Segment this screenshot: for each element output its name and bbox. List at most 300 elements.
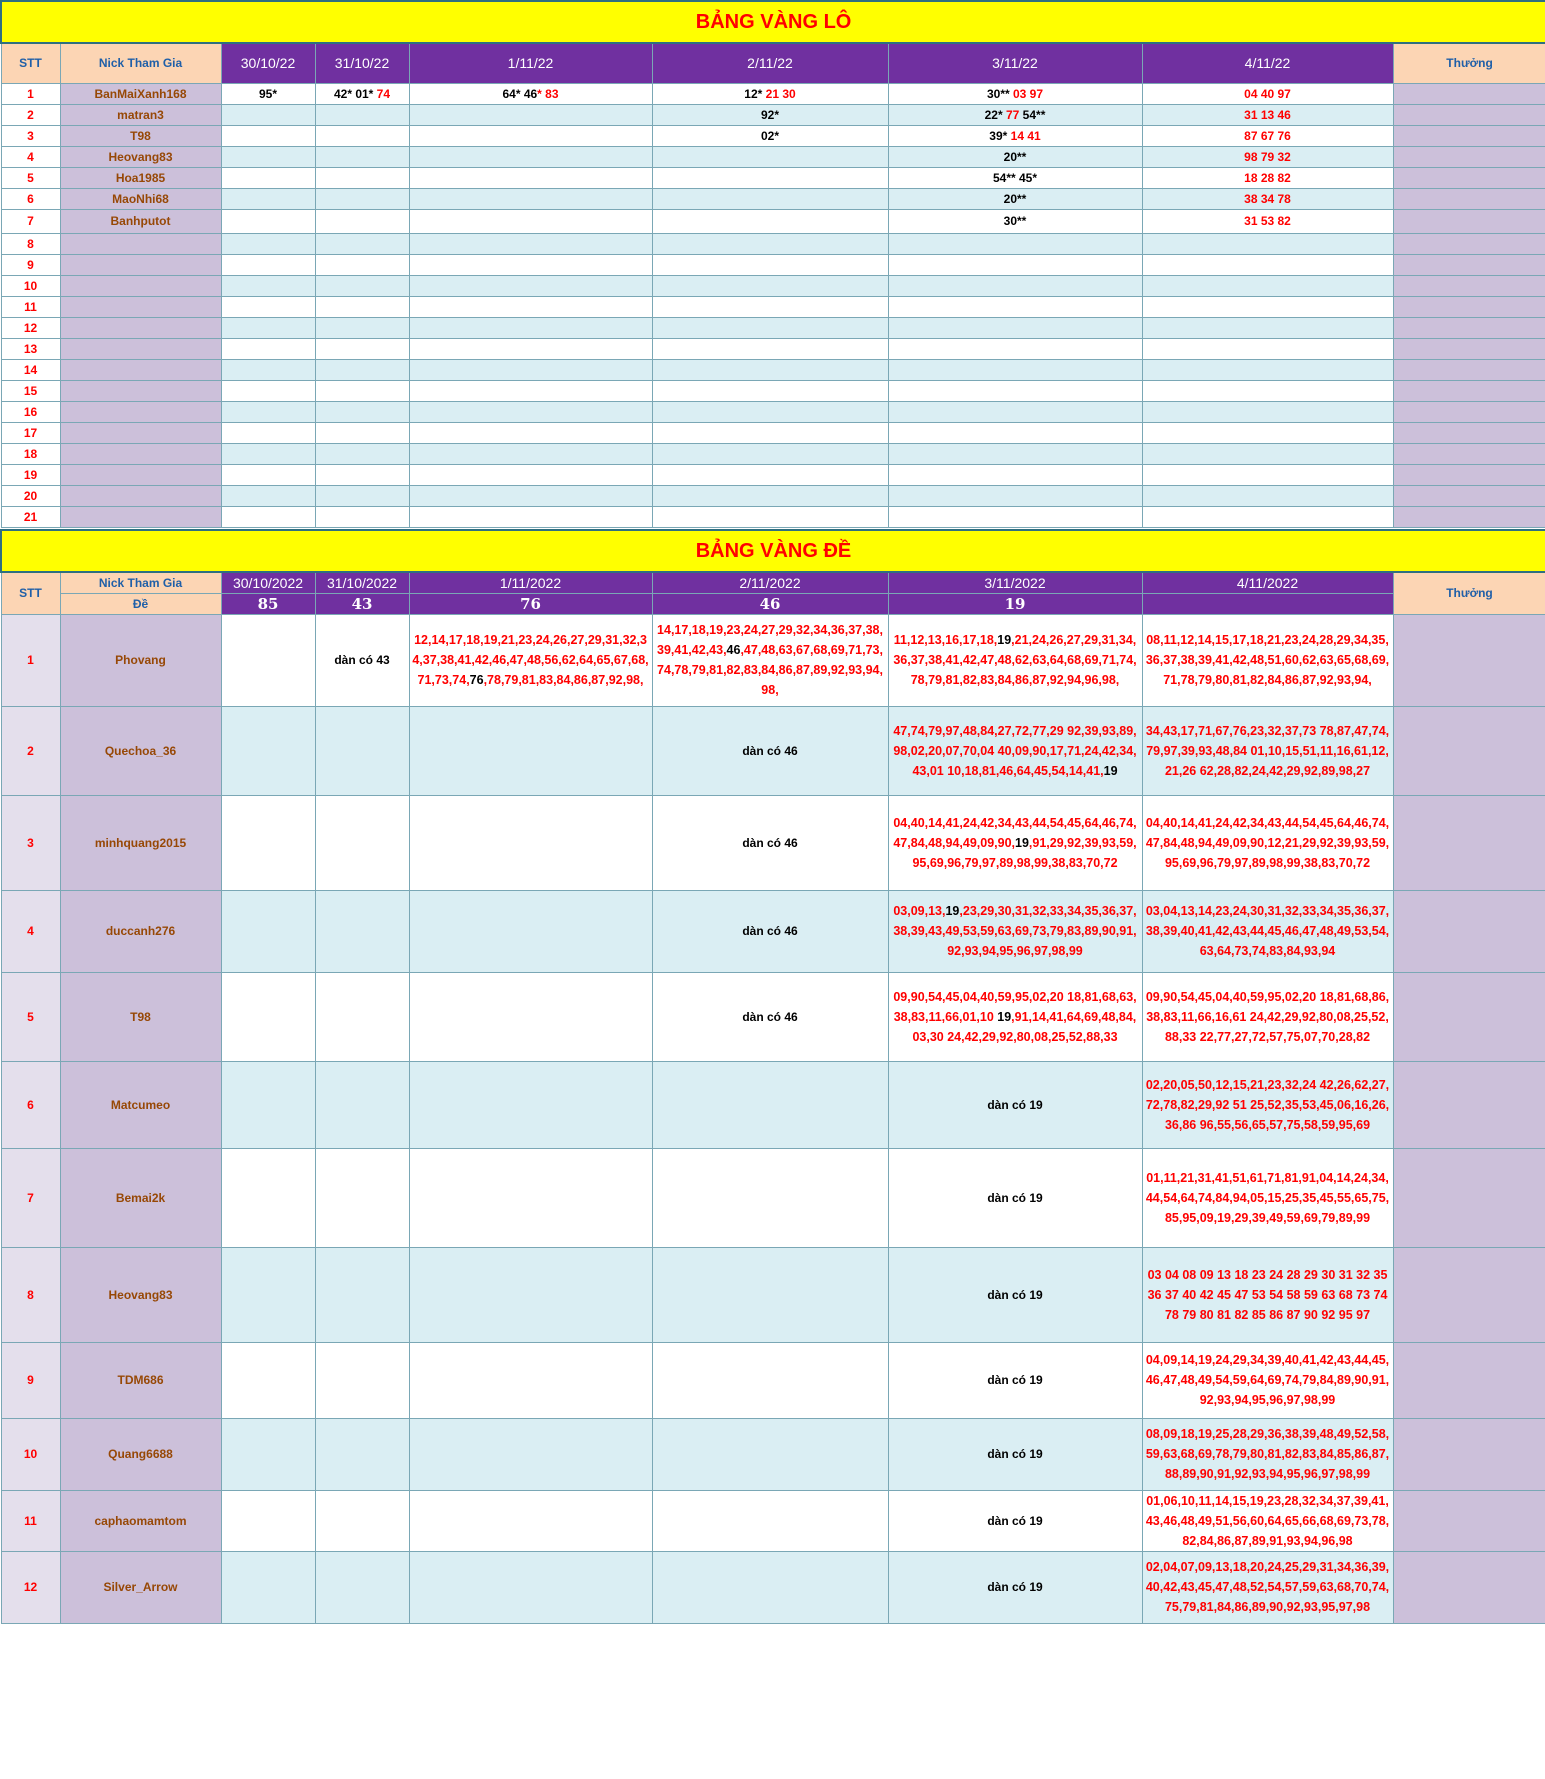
row-number: 16	[1, 401, 60, 422]
entry-cell	[652, 83, 888, 104]
table-row	[1, 1148, 1545, 1247]
entry-cell	[1142, 317, 1393, 338]
entry-cell	[221, 1551, 315, 1623]
entry-cell	[409, 485, 652, 506]
entry-cell	[409, 275, 652, 296]
entry-cell	[315, 1061, 409, 1148]
entry-cell	[409, 972, 652, 1061]
entry-cell	[888, 1148, 1142, 1247]
entry-cell	[409, 1490, 652, 1551]
entry-cell	[221, 254, 315, 275]
entry-cell	[888, 506, 1142, 527]
entry-cell	[652, 125, 888, 146]
result-number: 19	[888, 593, 1142, 614]
entry-cell	[221, 1418, 315, 1490]
reward-cell	[1393, 317, 1545, 338]
table-row	[1, 209, 1545, 233]
entry-cell	[1142, 1342, 1393, 1418]
date-header: 2/11/2022	[652, 572, 888, 594]
entry-cell	[221, 338, 315, 359]
entry-cell	[221, 1342, 315, 1418]
entry-cell	[888, 209, 1142, 233]
row-number: 21	[1, 506, 60, 527]
cell-text: 31 53 82	[1244, 214, 1291, 228]
row-number: 9	[1, 254, 60, 275]
reward-cell	[1393, 1247, 1545, 1342]
entry-cell	[409, 380, 652, 401]
entry-cell	[315, 614, 409, 706]
cell-text: ,21,24,26,27,29,31,34,36,37,38,41,42,47,48,62,63,64,68,69,71,74,78,79,81,82,83,84,86,87,92,94,96,98,	[893, 633, 1137, 687]
reward-cell	[1393, 1148, 1545, 1247]
cell-text: dàn có 46	[742, 1009, 798, 1024]
cell-text: 14,17,18,19,23,24,27,29,32,34,36,37,38,39,41,42,43,	[657, 623, 883, 657]
entry-cell	[1142, 972, 1393, 1061]
cell-text: dàn có 19	[987, 1580, 1043, 1594]
entry-cell	[221, 506, 315, 527]
table-row	[1, 125, 1545, 146]
entry-cell	[652, 795, 888, 890]
entry-cell	[888, 296, 1142, 317]
entry-cell	[315, 104, 409, 125]
cell-text: 04 40 97	[1244, 86, 1291, 101]
entry-cell	[315, 443, 409, 464]
reward-cell	[1393, 795, 1545, 890]
date-header: 31/10/22	[315, 43, 409, 83]
date-header: 3/11/22	[888, 43, 1142, 83]
entry-cell	[888, 795, 1142, 890]
cell-text: 02,04,07,09,13,18,20,24,25,29,31,34,36,39,40,42,43,45,47,48,52,54,57,59,63,68,70,74,75,79,81,84,86,89,90,92,93,95,97,98	[1145, 1560, 1390, 1614]
reward-cell	[1393, 275, 1545, 296]
entry-cell	[1142, 380, 1393, 401]
entry-cell	[221, 422, 315, 443]
row-number: 14	[1, 359, 60, 380]
reward-cell	[1393, 296, 1545, 317]
row-number: 9	[1, 1342, 60, 1418]
entry-cell	[221, 317, 315, 338]
entry-cell	[1142, 209, 1393, 233]
nick-name: TDM686	[60, 1342, 221, 1418]
cell-text: 95*	[258, 86, 278, 101]
date-header: 30/10/22	[221, 43, 315, 83]
reward-cell	[1393, 188, 1545, 209]
table-row	[1, 614, 1545, 706]
entry-cell	[315, 146, 409, 167]
entry-cell	[652, 254, 888, 275]
nick-name	[60, 296, 221, 317]
entry-cell	[652, 1551, 888, 1623]
lo-title: BẢNG VÀNG LÔ	[1, 1, 1545, 43]
cell-text: 12,14,17,18,19,21,23,24,26,27,29,31,32,34,37,38,41,42,46,47,48,56,62,64,65,67,68,71,73,74,	[412, 633, 649, 687]
cell-text: 98 79 32	[1244, 149, 1291, 164]
entry-cell	[1142, 104, 1393, 125]
entry-cell	[315, 275, 409, 296]
entry-cell	[888, 275, 1142, 296]
entry-cell	[888, 125, 1142, 146]
cell-text: 11,12,13,16,17,18,	[893, 633, 998, 647]
cell-text: ,91,14,41,64,69,48,84,03,30 24,42,29,92,80,08,25,52,88,33	[912, 1009, 1137, 1044]
table-row	[1, 1418, 1545, 1490]
entry-cell	[315, 338, 409, 359]
cell-text: 08,11,12,14,15,17,18,21,23,24,28,29,34,35,36,37,38,39,41,42,48,51,60,62,63,65,68,69,71,78,79,80,81,82,84,86,87,92,93,94,	[1145, 633, 1390, 687]
entry-cell	[1142, 233, 1393, 254]
result-number: 85	[221, 593, 315, 614]
entry-cell	[221, 464, 315, 485]
cell-text: dàn có 43	[334, 653, 390, 667]
reward-cell	[1393, 254, 1545, 275]
cell-text: 22*	[984, 107, 1006, 122]
table-row	[1, 485, 1545, 506]
entry-cell	[888, 972, 1142, 1061]
cell-text: 18 28 82	[1244, 170, 1291, 185]
row-number: 10	[1, 1418, 60, 1490]
entry-cell	[888, 1061, 1142, 1148]
reward-cell	[1393, 1418, 1545, 1490]
nick-name: Quang6688	[60, 1418, 221, 1490]
entry-cell	[888, 359, 1142, 380]
entry-cell	[315, 296, 409, 317]
reward-cell	[1393, 104, 1545, 125]
entry-cell	[652, 146, 888, 167]
reward-cell	[1393, 167, 1545, 188]
cell-text: 77	[1005, 107, 1023, 122]
row-number: 20	[1, 485, 60, 506]
cell-text: 38 34 78	[1244, 191, 1291, 206]
entry-cell	[652, 422, 888, 443]
cell-text: 08,09,18,19,25,28,29,36,38,39,48,49,52,58,59,63,68,69,78,79,80,81,82,83,84,85,86,87,88,89,90,91,92,93,94,95,96,97,98,99	[1145, 1427, 1390, 1481]
cell-text: 01,11,21,31,41,51,61,71,81,91,04,14,24,34,44,54,64,74,84,94,05,15,25,35,45,55,65,75,85,95,09,19,29,39,49,59,69,79,89,99	[1145, 1170, 1390, 1225]
entry-cell	[409, 167, 652, 188]
entry-cell	[315, 1247, 409, 1342]
entry-cell	[409, 104, 652, 125]
entry-cell	[221, 167, 315, 188]
entry-cell	[652, 104, 888, 125]
entry-cell	[409, 209, 652, 233]
entry-cell	[409, 506, 652, 527]
nick-name: Heovang83	[60, 146, 221, 167]
entry-cell	[315, 209, 409, 233]
table-row	[1, 1551, 1545, 1623]
entry-cell	[652, 485, 888, 506]
nick-name	[60, 506, 221, 527]
entry-cell	[315, 317, 409, 338]
nick-name	[60, 317, 221, 338]
result-number: 46	[652, 593, 888, 614]
entry-cell	[409, 706, 652, 795]
entry-cell	[315, 380, 409, 401]
de-title: BẢNG VÀNG ĐỀ	[1, 530, 1545, 572]
cell-text: 03,04,13,14,23,24,30,31,32,33,34,35,36,37,38,39,40,41,42,43,44,45,46,47,48,49,53,54,63,64,73,74,83,84,93,94	[1145, 904, 1390, 958]
nick-name: Matcumeo	[60, 1061, 221, 1148]
nick-name	[60, 485, 221, 506]
cell-text: dàn có 19	[987, 1373, 1043, 1387]
entry-cell	[652, 706, 888, 795]
row-number: 4	[1, 890, 60, 972]
entry-cell	[888, 167, 1142, 188]
cell-text: 39*	[989, 128, 1011, 143]
entry-cell	[1142, 1551, 1393, 1623]
table-row	[1, 1342, 1545, 1418]
reward-cell	[1393, 485, 1545, 506]
entry-cell	[409, 1551, 652, 1623]
table-row	[1, 706, 1545, 795]
entry-cell	[221, 125, 315, 146]
entry-cell	[409, 317, 652, 338]
reward-cell	[1393, 706, 1545, 795]
row-number: 10	[1, 275, 60, 296]
cell-text: 30**	[986, 86, 1013, 101]
row-number: 19	[1, 464, 60, 485]
date-header: 31/10/2022	[315, 572, 409, 594]
date-header: 2/11/22	[652, 43, 888, 83]
nick-name: Banhputot	[60, 209, 221, 233]
entry-cell	[315, 359, 409, 380]
table-row	[1, 188, 1545, 209]
entry-cell	[409, 146, 652, 167]
nick-name	[60, 443, 221, 464]
entry-cell	[221, 359, 315, 380]
entry-cell	[652, 464, 888, 485]
nick-name	[60, 464, 221, 485]
row-number: 8	[1, 1247, 60, 1342]
reward-header: Thưởng	[1393, 572, 1545, 615]
row-number: 8	[1, 233, 60, 254]
cell-text: 03 04 08 09 13 18 23 24 28 29 30 31 32 35 36 37 40 42 45 47 53 54 58 59 63 68 73 74 78 79 80 81 82 85 86 87 90 92 95 97	[1147, 1267, 1388, 1322]
entry-cell	[1142, 485, 1393, 506]
entry-cell	[409, 464, 652, 485]
nick-name: Heovang83	[60, 1247, 221, 1342]
entry-cell	[652, 167, 888, 188]
entry-cell	[315, 188, 409, 209]
entry-cell	[1142, 614, 1393, 706]
entry-cell	[409, 1418, 652, 1490]
entry-cell	[1142, 1148, 1393, 1247]
entry-cell	[409, 401, 652, 422]
entry-cell	[652, 296, 888, 317]
cell-text: 12*	[744, 86, 766, 101]
entry-cell	[409, 890, 652, 972]
cell-text: ,23,29,30,31,32,33,34,35,36,37,38,39,43,49,53,59,63,69,73,79,83,89,90,91,92,93,94,95,96,97,98,99	[893, 904, 1137, 958]
table-row	[1, 443, 1545, 464]
row-number: 2	[1, 104, 60, 125]
row-number: 5	[1, 167, 60, 188]
table-row	[1, 972, 1545, 1061]
cell-text: 19	[997, 633, 1012, 647]
table-row	[1, 401, 1545, 422]
entry-cell	[652, 1490, 888, 1551]
entry-cell	[221, 209, 315, 233]
cell-text: 54** 45*	[992, 170, 1038, 185]
reward-cell	[1393, 359, 1545, 380]
table-row	[1, 296, 1545, 317]
entry-cell	[1142, 422, 1393, 443]
nick-name: T98	[60, 125, 221, 146]
reward-cell	[1393, 1490, 1545, 1551]
entry-cell	[409, 83, 652, 104]
row-number: 11	[1, 296, 60, 317]
entry-cell	[315, 125, 409, 146]
nick-name: Hoa1985	[60, 167, 221, 188]
entry-cell	[1142, 188, 1393, 209]
nick-name: Bemai2k	[60, 1148, 221, 1247]
de-table	[0, 529, 1545, 1624]
row-number: 15	[1, 380, 60, 401]
entry-cell	[315, 1490, 409, 1551]
entry-cell	[888, 890, 1142, 972]
cell-text: 47,74,79,97,48,84,27,72,77,29 92,39,93,89,98,02,20,07,70,04 40,09,90,17,71,24,42,34,43,01 10,18,81,46,64,45,54,14,41,	[893, 723, 1137, 778]
table-row	[1, 275, 1545, 296]
cell-text: dàn có 46	[742, 743, 798, 758]
entry-cell	[221, 233, 315, 254]
reward-cell	[1393, 443, 1545, 464]
entry-cell	[221, 706, 315, 795]
entry-cell	[652, 1342, 888, 1418]
entry-cell	[409, 233, 652, 254]
entry-cell	[1142, 506, 1393, 527]
reward-cell	[1393, 890, 1545, 972]
row-number: 4	[1, 146, 60, 167]
entry-cell	[221, 188, 315, 209]
nick-name: MaoNhi68	[60, 188, 221, 209]
entry-cell	[409, 359, 652, 380]
entry-cell	[221, 104, 315, 125]
entry-cell	[315, 1342, 409, 1418]
entry-cell	[1142, 706, 1393, 795]
entry-cell	[221, 296, 315, 317]
table-row	[1, 380, 1545, 401]
entry-cell	[1142, 83, 1393, 104]
nick-name: minhquang2015	[60, 795, 221, 890]
reward-cell	[1393, 614, 1545, 706]
entry-cell	[221, 275, 315, 296]
nick-name	[60, 254, 221, 275]
nick-name: Quechoa_36	[60, 706, 221, 795]
row-number: 3	[1, 125, 60, 146]
reward-cell	[1393, 1551, 1545, 1623]
entry-cell	[315, 254, 409, 275]
entry-cell	[315, 706, 409, 795]
entry-cell	[1142, 167, 1393, 188]
reward-cell	[1393, 464, 1545, 485]
entry-cell	[409, 296, 652, 317]
entry-cell	[888, 706, 1142, 795]
entry-cell	[888, 317, 1142, 338]
cell-text: ,91,29,92,39,93,59,95,69,96,79,97,89,98,99,38,83,70,72	[912, 835, 1137, 870]
reward-cell	[1393, 125, 1545, 146]
entry-cell	[652, 317, 888, 338]
row-number: 5	[1, 972, 60, 1061]
date-header: 4/11/2022	[1142, 572, 1393, 594]
entry-cell	[652, 188, 888, 209]
entry-cell	[888, 1342, 1142, 1418]
cell-text: 19	[1015, 835, 1029, 850]
entry-cell	[888, 233, 1142, 254]
cell-text: 92*	[760, 107, 780, 122]
entry-cell	[221, 890, 315, 972]
cell-text: 46	[726, 643, 741, 657]
cell-text: * 83	[537, 86, 559, 101]
cell-text: dàn có 46	[742, 835, 798, 850]
entry-cell	[888, 254, 1142, 275]
entry-cell	[409, 338, 652, 359]
cell-text: 21 30	[765, 86, 796, 101]
entry-cell	[409, 443, 652, 464]
entry-cell	[1142, 1418, 1393, 1490]
cell-text: 03 97	[1013, 86, 1044, 101]
date-header: 1/11/22	[409, 43, 652, 83]
row-number: 7	[1, 1148, 60, 1247]
cell-text: 09,90,54,45,04,40,59,95,02,20 18,81,68,86,38,83,11,66,16,61 24,42,29,92,80,08,25,52,88,33 22,77,27,72,57,75,07,70,28,82	[1145, 989, 1390, 1044]
table-row	[1, 338, 1545, 359]
row-number: 6	[1, 1061, 60, 1148]
cell-text: 76	[469, 673, 484, 687]
table-row	[1, 233, 1545, 254]
entry-cell	[221, 795, 315, 890]
stt-header: STT	[1, 43, 60, 83]
entry-cell	[221, 972, 315, 1061]
entry-cell	[1142, 890, 1393, 972]
cell-text: 31 13 46	[1244, 107, 1291, 122]
row-number: 6	[1, 188, 60, 209]
cell-text: 30**	[1003, 214, 1027, 228]
entry-cell	[1142, 359, 1393, 380]
entry-cell	[652, 275, 888, 296]
cell-text: ,47,48,63,67,68,69,71,73,74,78,79,81,82,83,84,86,87,89,92,93,94,98,	[657, 643, 883, 697]
reward-cell	[1393, 233, 1545, 254]
row-number: 13	[1, 338, 60, 359]
entry-cell	[315, 795, 409, 890]
entry-cell	[1142, 125, 1393, 146]
reward-cell	[1393, 380, 1545, 401]
entry-cell	[888, 1247, 1142, 1342]
table-row	[1, 422, 1545, 443]
table-row	[1, 104, 1545, 125]
entry-cell	[888, 614, 1142, 706]
stt-header: STT	[1, 572, 60, 615]
entry-cell	[221, 83, 315, 104]
entry-cell	[1142, 146, 1393, 167]
cell-text: 74	[376, 86, 391, 101]
table-row	[1, 359, 1545, 380]
row-number: 1	[1, 83, 60, 104]
entry-cell	[315, 890, 409, 972]
entry-cell	[652, 1418, 888, 1490]
entry-cell	[409, 1148, 652, 1247]
entry-cell	[888, 1551, 1142, 1623]
cell-text: 34,43,17,71,67,76,23,32,37,73 78,87,47,74,79,97,39,93,48,84 01,10,15,51,11,16,61,12,21,26 62,28,82,24,42,29,92,89,98,27	[1145, 723, 1390, 778]
nick-name: duccanh276	[60, 890, 221, 972]
entry-cell	[1142, 464, 1393, 485]
entry-cell	[1142, 443, 1393, 464]
nick-header: Nick Tham Gia	[60, 43, 221, 83]
entry-cell	[652, 1247, 888, 1342]
table-row	[1, 83, 1545, 104]
nick-name: Phovang	[60, 614, 221, 706]
entry-cell	[652, 443, 888, 464]
nick-name: matran3	[60, 104, 221, 125]
entry-cell	[315, 1551, 409, 1623]
cell-text: 02,20,05,50,12,15,21,23,32,24 42,26,62,27,72,78,82,29,92 51 25,52,35,53,45,06,16,26,36,86 96,55,56,65,57,75,58,59,95,69	[1145, 1077, 1390, 1132]
entry-cell	[315, 83, 409, 104]
reward-cell	[1393, 506, 1545, 527]
entry-cell	[888, 1490, 1142, 1551]
table-row	[1, 167, 1545, 188]
entry-cell	[221, 401, 315, 422]
entry-cell	[409, 188, 652, 209]
entry-cell	[221, 1247, 315, 1342]
date-header: 30/10/2022	[221, 572, 315, 594]
table-row	[1, 795, 1545, 890]
entry-cell	[652, 338, 888, 359]
